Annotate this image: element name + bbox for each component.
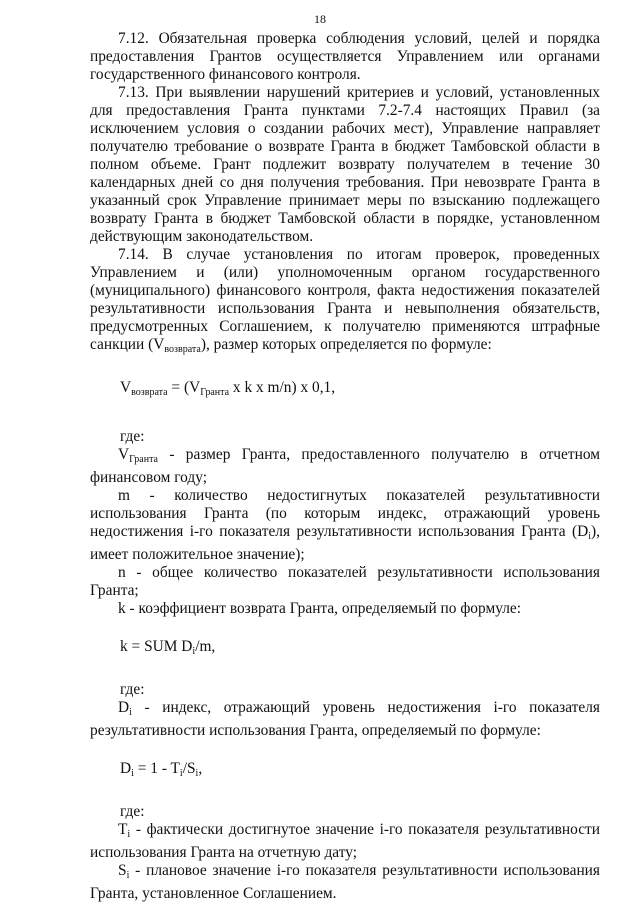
definition-m: m - количество недостигнутых показателей результативности использования Гранта (по которым индекс, отражающий уровень недостижения i-го показателя результативности использования Гранта $(D_i)$, имеет положительное значение); xyxy=(90,487,600,563)
definition-d: $D_i$ - индекс, отражающий уровень недостижения i-го показателя результативности использования Гранта, определяемый по формуле: xyxy=(90,699,600,739)
paragraph-7-12: 7.12. Обязательная проверка соблюдения условий, целей и порядка предоставления Грантов осуществляется Управлением или органами государственного финансового контроля. xyxy=(90,30,600,83)
paragraph-7-14: 7.14. В случае установления по итогам проверок, проведенных Управлением и (или) уполномоченным органом государственного (муниципального) финансового контроля, факта недостижения показателей результативности использования Гранта и невыполнения обязательств, предусмотренных Соглашением, к получателю применяются штрафные санкции $(V_{возврата})$, размер которых определяется по формуле: xyxy=(90,246,600,355)
document-body xyxy=(90,30,600,903)
formula-k: k = SUM $D_i/m$, xyxy=(120,638,216,657)
formula-v-vozvrata: $V_{возврата} = (V_{Гранта}$ x k x m/n) x 0,1, xyxy=(120,379,336,398)
where-label-2: где: xyxy=(120,681,145,698)
definition-s: $S_i$ - плановое значение i-го показателя результативности использования Гранта, установленное Соглашением. xyxy=(90,862,600,902)
where-label-1: где: xyxy=(120,428,145,445)
definition-v-granta: $V_{Гранта}$ - размер Гранта, предоставленного получателю в отчетном финансовом году; xyxy=(90,446,600,486)
page-number: 18 xyxy=(314,12,326,26)
formula-d: $D_i = 1 - T_i/S_i$, xyxy=(120,760,203,779)
definition-t: $T_i$ - фактически достигнутое значение i-го показателя результативности использования Гранта на отчетную дату; xyxy=(90,821,600,861)
definition-k: k - коэффициент возврата Гранта, определяемый по формуле: xyxy=(118,600,521,617)
definition-n: n - общее количество показателей результативности использования Гранта; xyxy=(90,564,600,599)
paragraph-7-13: 7.13. При выявлении нарушений критериев и условий, установленных для предоставления Гранта пунктами 7.2-7.4 настоящих Правил (за исключением условия о создании рабочих мест), Управление направляет получателю требование о возврате Гранта в бюджет Тамбовской области в полном объеме. Грант подлежит возврату получателем в течение 30 календарных дней со дня получения требования. При невозврате Гранта в указанный срок Управление принимает меры по взысканию подлежащего возврату Гранта в бюджет Тамбовской области в порядке, установленном действующим законодательством. xyxy=(90,84,600,245)
where-label-3: где: xyxy=(120,803,145,820)
